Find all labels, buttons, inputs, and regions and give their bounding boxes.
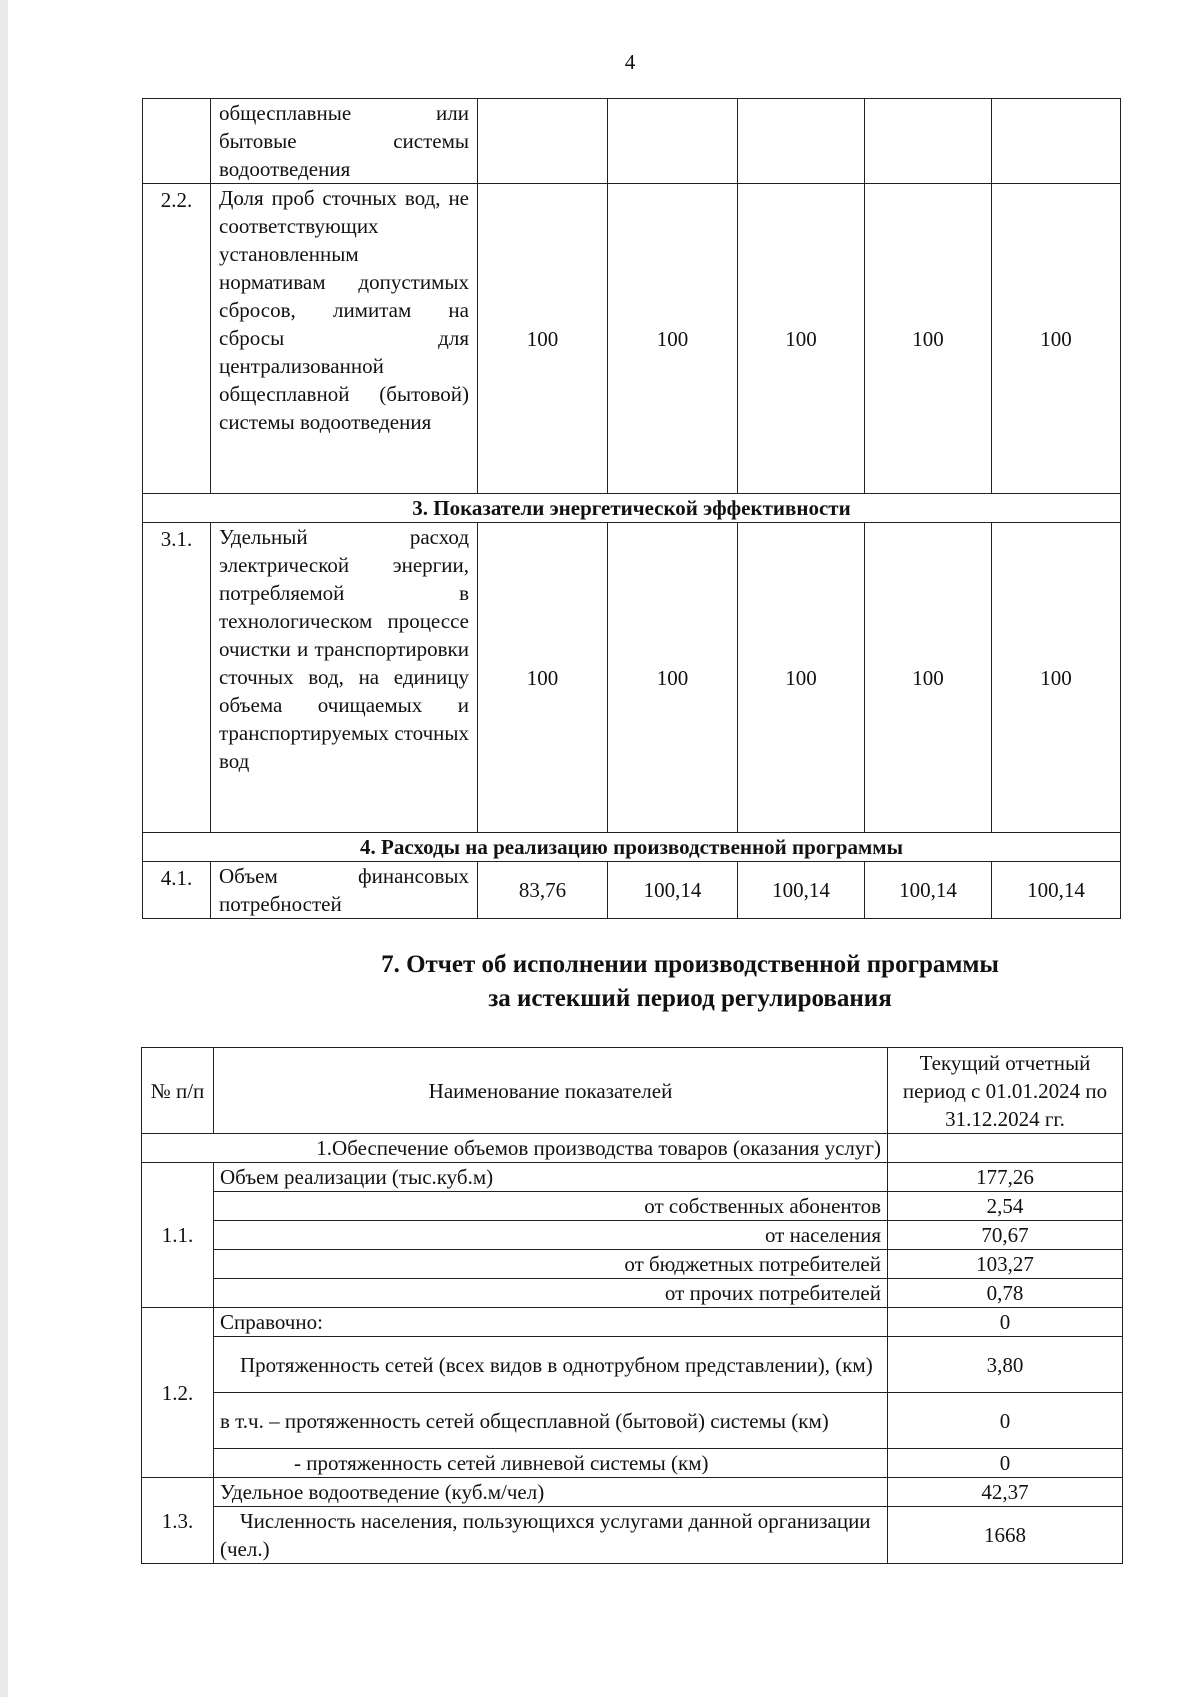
value-cell: 100 bbox=[478, 523, 608, 833]
value-cell: 0,78 bbox=[888, 1279, 1123, 1308]
indicator-name: Объем финансовых потребностей bbox=[211, 862, 478, 919]
page-number: 4 bbox=[624, 50, 636, 74]
indicator-label: от бюджетных потребителей bbox=[214, 1250, 888, 1279]
indicator-name: Доля проб сточных вод, не соответствующих установленным нормативам допустимых сбросов, лимитам на сбросы для централизованной общесплавной (бытовой) системы водоотведения bbox=[211, 184, 478, 494]
header-row bbox=[142, 1048, 1123, 1134]
header-num: № п/п bbox=[142, 1048, 214, 1134]
section-heading bbox=[150, 948, 1200, 1016]
value-cell: 100,14 bbox=[738, 862, 865, 919]
heading-line-2: за истекший период регулирования bbox=[488, 985, 892, 1012]
table-row bbox=[142, 1449, 1123, 1478]
indicator-label: Справочно: bbox=[214, 1308, 888, 1337]
indicators-table-continued bbox=[142, 98, 1121, 919]
value-cell bbox=[608, 99, 738, 184]
value-cell: 100 bbox=[608, 523, 738, 833]
table-row bbox=[142, 1192, 1123, 1221]
row-number: 2.2. bbox=[143, 184, 211, 494]
value-cell bbox=[888, 1134, 1123, 1163]
row-number: 4.1. bbox=[143, 862, 211, 919]
row-number: 1.1. bbox=[142, 1163, 214, 1308]
indicator-name: Удельный расход электрической энергии, потребляемой в технологическом процессе очистки и транспортировки сточных вод, на единицу объема очищаемых и транспортируемых сточных вод bbox=[211, 523, 478, 833]
header-period: Текущий отчетный период с 01.01.2024 по 31.12.2024 гг. bbox=[888, 1048, 1123, 1134]
value-cell: 100 bbox=[608, 184, 738, 494]
value-cell: 0 bbox=[888, 1393, 1123, 1449]
section-row bbox=[143, 833, 1121, 862]
row-number: 1.2. bbox=[142, 1308, 214, 1478]
value-cell: 83,76 bbox=[478, 862, 608, 919]
table-row bbox=[142, 1507, 1123, 1564]
table-row bbox=[143, 184, 1121, 494]
value-cell bbox=[865, 99, 992, 184]
section-title: 3. Показатели энергетической эффективности bbox=[143, 494, 1121, 523]
table-row bbox=[142, 1163, 1123, 1192]
value-cell: 0 bbox=[888, 1449, 1123, 1478]
value-cell: 100 bbox=[478, 184, 608, 494]
row-number bbox=[143, 99, 211, 184]
table-row bbox=[143, 862, 1121, 919]
value-cell bbox=[478, 99, 608, 184]
indicator-label: Удельное водоотведение (куб.м/чел) bbox=[214, 1478, 888, 1507]
indicator-name: общесплавные или бытовые системы водоотведения bbox=[211, 99, 478, 184]
value-cell: 100 bbox=[865, 523, 992, 833]
value-cell: 3,80 bbox=[888, 1337, 1123, 1393]
value-cell: 100 bbox=[738, 184, 865, 494]
section-row bbox=[142, 1134, 1123, 1163]
table-row bbox=[143, 523, 1121, 833]
table-row bbox=[142, 1250, 1123, 1279]
row-number: 3.1. bbox=[143, 523, 211, 833]
header-name: Наименование показателей bbox=[214, 1048, 888, 1134]
value-cell: 0 bbox=[888, 1308, 1123, 1337]
indicator-label: в т.ч. – протяженность сетей общесплавной (бытовой) системы (км) bbox=[214, 1393, 888, 1449]
table-row bbox=[142, 1393, 1123, 1449]
report-table bbox=[141, 1047, 1123, 1564]
value-cell: 70,67 bbox=[888, 1221, 1123, 1250]
value-cell: 103,27 bbox=[888, 1250, 1123, 1279]
indicator-label: - протяженность сетей ливневой системы (км) bbox=[214, 1449, 888, 1478]
scan-edge bbox=[0, 0, 8, 1697]
row-number: 1.3. bbox=[142, 1478, 214, 1564]
table-row bbox=[142, 1337, 1123, 1393]
value-cell: 100,14 bbox=[608, 862, 738, 919]
indicator-label: Объем реализации (тыс.куб.м) bbox=[214, 1163, 888, 1192]
table-row bbox=[142, 1279, 1123, 1308]
value-cell: 177,26 bbox=[888, 1163, 1123, 1192]
value-cell bbox=[738, 99, 865, 184]
table-row bbox=[143, 99, 1121, 184]
value-cell: 100,14 bbox=[992, 862, 1121, 919]
indicator-label: от населения bbox=[214, 1221, 888, 1250]
value-cell: 1668 bbox=[888, 1507, 1123, 1564]
table-row bbox=[142, 1221, 1123, 1250]
value-cell: 2,54 bbox=[888, 1192, 1123, 1221]
indicator-label: от прочих потребителей bbox=[214, 1279, 888, 1308]
value-cell: 100 bbox=[865, 184, 992, 494]
indicator-label: от собственных абонентов bbox=[214, 1192, 888, 1221]
value-cell bbox=[992, 99, 1121, 184]
indicator-label: Численность населения, пользующихся услугами данной организации (чел.) bbox=[214, 1507, 888, 1564]
value-cell: 100 bbox=[738, 523, 865, 833]
value-cell: 100 bbox=[992, 184, 1121, 494]
value-cell: 42,37 bbox=[888, 1478, 1123, 1507]
table-row bbox=[142, 1308, 1123, 1337]
section-row bbox=[143, 494, 1121, 523]
heading-line-1: 7. Отчет об исполнении производственной программы bbox=[381, 951, 999, 978]
table-row bbox=[142, 1478, 1123, 1507]
value-cell: 100 bbox=[992, 523, 1121, 833]
value-cell: 100,14 bbox=[865, 862, 992, 919]
section-title: 4. Расходы на реализацию производственной программы bbox=[143, 833, 1121, 862]
indicator-label: Протяженность сетей (всех видов в однотрубном представлении), (км) bbox=[214, 1337, 888, 1393]
section-title: 1.Обеспечение объемов производства товаров (оказания услуг) bbox=[142, 1134, 888, 1163]
